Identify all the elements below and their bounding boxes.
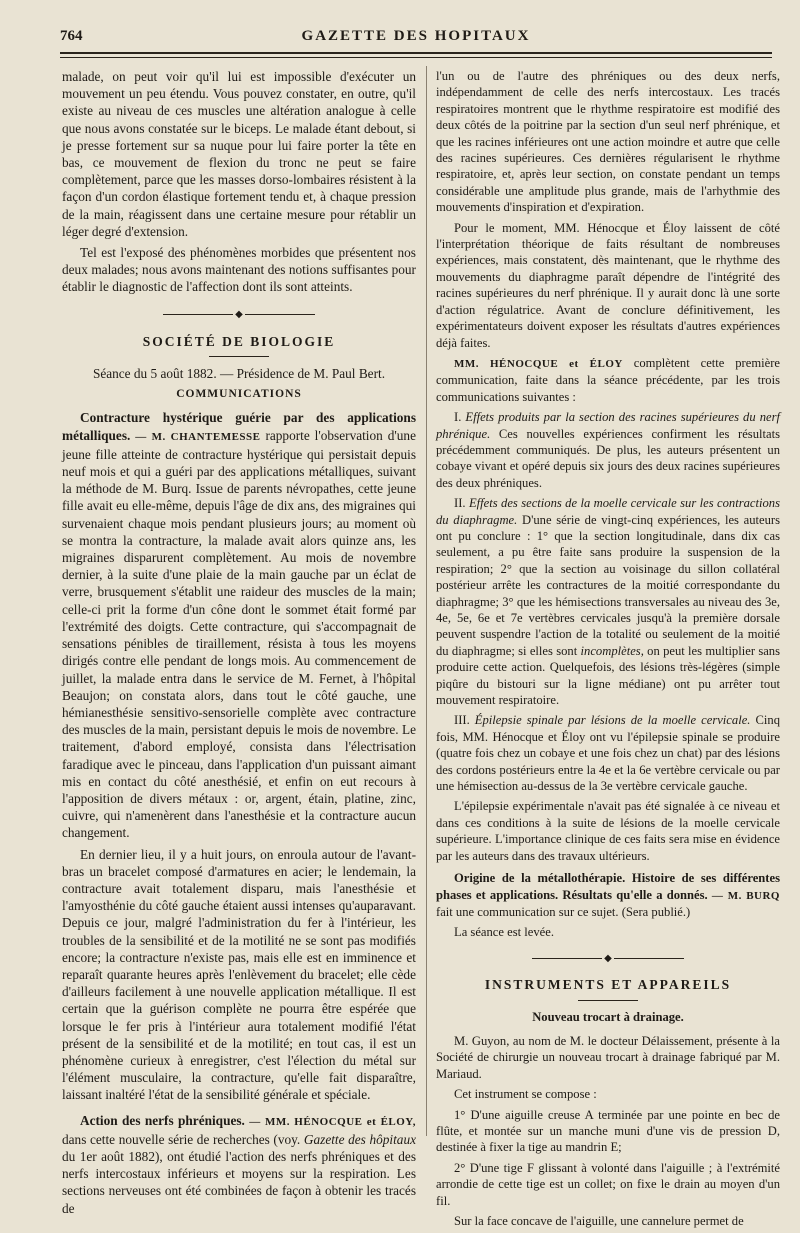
paragraph: Tel est l'exposé des phénomènes morbides que présentent nos deux malades; nous avons maintenant des notions suffisantes pour établir le diagnostic de l'affection dont ils sont atteints. <box>62 245 416 295</box>
communication-title: Origine de la métallothérapie. Histoire de ses différentes phases et applications. Résultats qu'elle a donnés. <box>436 871 780 902</box>
item-iii <box>436 712 780 794</box>
column-divider <box>426 66 427 1136</box>
paragraph-text: complètent cette première communication, faite dans la séance précédente, par les trois communications suivantes : <box>436 355 780 404</box>
item-text: on peut les multiplier sans produire cette action. Quelquefois, des lésions très-légères (simple piqûre du bistouri sur la ligne médiane) ont pu arrêter tout mouvement respiratoire. <box>436 643 781 708</box>
item-label: II. <box>454 496 466 511</box>
item-text: Ces nouvelles expériences confirment les résultats précédemment communiqués. De plus, les auteurs présentent un cobaye vivant et opéré depuis six jours des deux racines supérieures des deux phréniques. <box>436 426 780 490</box>
communication-3 <box>436 870 780 920</box>
paragraph <box>436 355 780 405</box>
communication-author: — M. CHANTEMESSE <box>135 430 261 443</box>
item-emphasis: incomplètes, <box>580 643 644 658</box>
paragraph: M. Guyon, au nom de M. le docteur Délaissement, présente à la Société de chirurgie un nouveau trocart à drainage fabriqué par M. Mariaud. <box>436 1033 780 1081</box>
communication-title: Contracture hystérique guérie par des applications métalliques. <box>62 410 416 443</box>
paragraph: L'épilepsie expérimentale n'avait pas été signalée à ce niveau et dans ces conditions à la suite de lésions de la moelle cervicale supérieure. L'importance clinique de ces faits sera mise en évidence par les auteurs dans des travaux ultérieurs. <box>436 799 780 863</box>
section-ornament: ◆ <box>436 951 780 967</box>
item-label: III. <box>454 713 470 728</box>
communication-title: Action des nerfs phréniques. <box>80 1112 245 1128</box>
item-text: D'une série de vingt-cinq expériences, les auteurs ont pu conclure : 1° que la section longitudinale, dans dix cas seulement, a pu être faite sans produire la suspension de la respiration; 2° que la section au voisinage du sillon collatéral postérieur arrête les contractures de la moitié correspondante du diaphragme; 3° que les hémisections transversales au niveau des 3e, 4e, 5e, 6e et 7e vertèbres cervicales jusqu'à la première dorsale peuvent suspendre l'action de la totalité ou seulement de la moitié du diaphragme; si elles sont <box>436 512 780 658</box>
communication-1 <box>62 409 416 841</box>
item-title: Effets produits par la section des racines supérieures du nerf phrénique. <box>436 410 780 441</box>
communication-text: fait une communication sur ce sujet. (Sera publié.) <box>436 904 691 919</box>
page-header <box>60 28 772 54</box>
communication-text: du 1er août 1882), ont étudié l'action des nerfs phréniques et des nerfs intercostaux inférieurs et moyens sur la respiration. Les sections nerveuses ont été combinées de façon à obtenir les tracés de <box>62 1148 416 1216</box>
paragraph: Cet instrument se compose : <box>454 1087 597 1102</box>
journal-title: GAZETTE DES HOPITAUX <box>301 28 531 44</box>
item-i <box>436 409 780 491</box>
header-rule-thin <box>60 57 772 58</box>
paragraph: Sur la face concave de l'aiguille, une cannelure permet de <box>454 1214 744 1228</box>
paragraph: 2° D'une tige F glissant à volonté dans l'aiguille ; à l'extrémité arrondie de cette tige est un collet; on fixe le drain au moyen d'un fil. <box>436 1160 780 1208</box>
authors: MM. HÉNOCQUE et ÉLOY <box>454 357 623 370</box>
title-rule <box>209 356 269 357</box>
item-text: Cinq fois, MM. Hénocque et Éloy ont vu l'épilepsie spinale se produire (quatre fois chez un cobaye et une fois chez un chat) par des lésions des cordons postérieurs entre la 4e et la 6e vertèbre cervicale ou par une hémisection au-dessus de la 3e vertèbre cervicale gauche. <box>436 713 780 794</box>
communications-label: COMMUNICATIONS <box>176 388 302 401</box>
left-column <box>62 68 416 1221</box>
session-line: Séance du 5 août 1882. — Présidence de M. Paul Bert. <box>92 366 386 382</box>
communication-text: rapporte l'observation d'une jeune fille atteinte de contracture hystérique qui persistait depuis neuf mois et qui a guéri par des applications métalliques, suivant la méthode de M. Burq. Issue de parents névropathes, cette jeune fille avait eu elle-même, depuis l'âge de dix ans, des migraines qui survenaient chaque mois pendant plusieurs jours; au moment où se montra la contracture, la malade avait alors quinze ans, les migraines disparurent complètement. Au mois de novembre dernier, à la suite d'une plaie de la main gauche par un éclat de verre, brusquement s'établit une raideur des muscles de la main; celle-ci prit la forme d'un cône dont le sommet était formé par l'extrémité des doigts. Cette contracture, qui s'accompagnait de sensations pénibles de tiraillement, résista à tous les moyens dirigés contre elle pendant de longs mois. Au commencement de juillet, la malade entra dans le service de M. Fernet, à l'hôpital Beaujon; on constata alors, dans tout le côté gauche, une hémianesthésie sensitivo-sensorielle complète avec contracture des muscles de la main, persistant depuis le mois de novembre. Le traitement, d'abord employé, consista dans l'électrisation faradique avec le pinceau, dans l'application d'un puissant aimant mis en contact du côté anesthésié, et enfin on eut recours à l'apposition de divers métaux : or, argent, étain, platine, zinc, cuivre, qui n'amenèrent dans l'anesthésie et la contracture aucun changement. <box>62 427 416 841</box>
communication-text: dans cette nouvelle série de recherches (voy. <box>62 1131 301 1147</box>
paragraph: 1° D'une aiguille creuse A terminée par une pointe en bec de flûte, et montée sur un manche muni d'une vis de pression D, destinée à fixer la tige au mandrin E; <box>436 1107 780 1155</box>
communication-author: — M. BURQ <box>711 889 780 902</box>
item-title: Épilepsie spinale par lésions de la moelle cervicale. <box>474 713 751 728</box>
section-title: INSTRUMENTS ET APPAREILS <box>484 977 732 993</box>
paragraph: l'un ou de l'autre des phréniques ou des deux nerfs, indépendamment de celle des nerfs intercostaux. Les tracés respiratoires montrent que le rhythme respiratoire est modifié des deux côtés de la poitrine par la section d'un seul nerf phrénique, et que les racines inférieures ont une action moindre et autre que celle des racines supérieures. Ces dernières régularisent le rhythme respiratoire, et, après leur section, on constate pendant un temps considérable une amplitude plus grande, mais de l'arhythmie des mouvements d'inspiration et d'expiration. <box>436 69 780 215</box>
paragraph: En dernier lieu, il y a huit jours, on enroula autour de l'avant-bras un bracelet composé d'armatures en acier; le lendemain, la contracture avait totalement disparu, mais l'anesthésie et l'amyosthénie du côté gauche étaient aussi intenses qu'auparavant. Depuis ce jour, malgré l'administration du fer à l'intérieur, les troubles de la sensibilité et de la motilité ne se sont pas modifiés encore; la contracture n'existe pas, mais elle est en imminence et reparaît quarante heures après l'enlèvement du bracelet; elle cède d'ailleurs facilement à une nouvelle application métallique. Il est certain que la guérison complète ne pourra être espérée que lorsque le fer pris à l'intérieur aura totalement modifié l'état présent de la sensibilité et de la motilité; en tout cas, il est un phénomène curieux à enregistrer, c'est l'élection du métal sur l'élément musculaire, la contracture, qu'elle fait disparaître, laissant inaltéré l'état de la sensibilité générale et spéciale. <box>62 846 416 1103</box>
paragraph: Pour le moment, MM. Hénocque et Éloy laissent de côté l'interprétation théorique de faits résultant de nombreuses expériences, mais constatent, dès maintenant, que le rhythme des mouvements du diaphragme paraît dépendre de l'intégrité des racines supérieures du nerf phrénique. Il y aurait donc là une sorte d'action régulatrice. Avant de conclure définitivement, les expérimentateurs doivent exposer les résultats d'autres expériences déjà faites. <box>436 220 780 350</box>
section-ornament: ◆ <box>62 306 416 323</box>
right-column <box>436 68 780 1233</box>
article-title: Nouveau trocart à drainage. <box>532 1009 684 1024</box>
item-label: I. <box>454 410 462 425</box>
section-title: SOCIÉTÉ DE BIOLOGIE <box>142 333 336 349</box>
reference: Gazette des hôpitaux <box>303 1131 416 1147</box>
communication-2 <box>62 1112 416 1217</box>
item-title: Effets des sections de la moelle cervicale sur les contractions du diaphragme. <box>436 496 780 527</box>
title-rule <box>578 1000 638 1001</box>
communication-author: — MM. HÉNOCQUE et ÉLOY, <box>249 1115 416 1128</box>
header-rule <box>60 52 772 54</box>
paragraph: malade, on peut voir qu'il lui est impossible d'exécuter un mouvement un peu étendu. Vous pouvez constater, en outre, qu'il existe au niveau de ces muscles une altération analogue à celle que nous avons constatée sur le biceps. Le malade étant debout, si je presse fortement sur sa nuque pour lui faire porter la tête en bas, ce mouvement de flexion du tronc ne peut se faire complètement, parce que les masses dorso-lombaires résistent à la façon d'un cordon élastique fortement tendu et, à chaque pression de la main, réagissent dans une certaine mesure pour rétablir un léger degré d'extension. <box>62 69 416 239</box>
item-ii <box>436 495 780 708</box>
page-number: 764 <box>60 28 83 44</box>
closing-line: La séance est levée. <box>454 925 554 940</box>
